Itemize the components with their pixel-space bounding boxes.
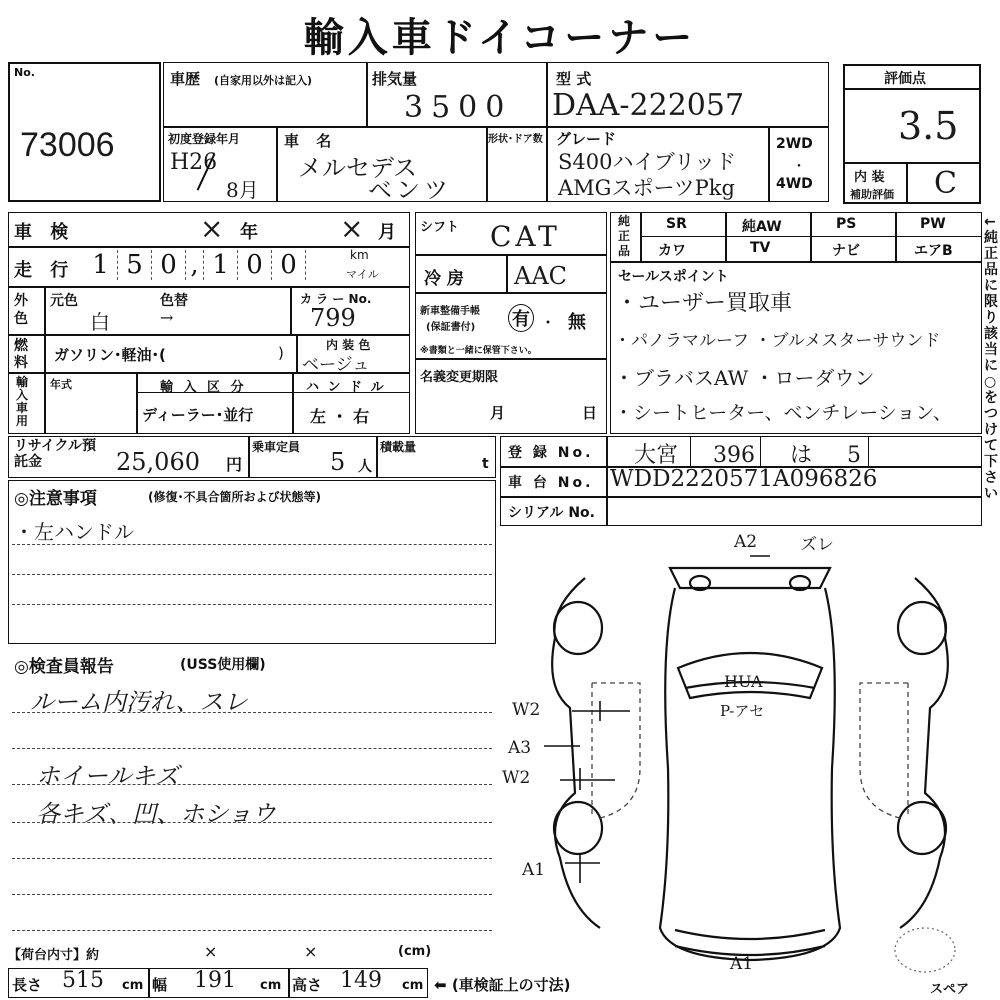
mileage-digit: 1 — [204, 250, 238, 280]
sales-point-3: ・ブラバスAW ・ローダウン — [614, 366, 875, 390]
name-change-day: 日 — [582, 404, 598, 422]
manual-note: ※書類と一緒に保管下さい。 — [420, 346, 537, 356]
sales-points-label: セールスポイント — [618, 269, 729, 285]
chassis-value: WDD2220571A096826 — [610, 466, 878, 492]
genuine-airbag: エアB — [914, 243, 953, 259]
inspection-label: 車 検 — [14, 222, 75, 243]
load-unit: t — [482, 456, 489, 472]
mileage-digit: 5 — [118, 250, 152, 280]
length-label: 長さ — [12, 976, 43, 994]
cargo-x2: × — [304, 942, 318, 961]
diagram-w2-upper: W2 — [512, 700, 541, 720]
recycle-unit: 円 — [226, 455, 243, 474]
inspection-year-mark: × — [200, 212, 224, 245]
cargo-x1: × — [204, 942, 218, 961]
import-label: 輸入車用 — [16, 375, 29, 428]
grade-line1: S400ハイブリッド — [558, 150, 737, 174]
height-label: 高さ — [292, 976, 323, 994]
diagram-zure: ズレ — [800, 535, 834, 555]
color-code-value: 799 — [310, 304, 356, 332]
interior-color-label: 内 装 色 — [326, 338, 371, 352]
drive-dot: ・ — [792, 159, 806, 175]
cargo-label: 【荷台内寸】約 — [8, 948, 100, 963]
model-label: 型 式 — [556, 70, 592, 88]
sales-point-4: ・シートヒーター、ベンチレーション、 — [614, 402, 952, 424]
diagram-glass-note: HUA — [724, 672, 763, 691]
genuine-cassette: カワ — [658, 243, 686, 259]
mileage-digit: , — [186, 250, 204, 280]
lot-value: 73006 — [20, 126, 115, 164]
sales-point-1: ・ユーザー買取車 — [616, 291, 793, 316]
chassis-label: 車 台 No. — [508, 475, 594, 491]
import-class-value: ディーラー･並行 — [142, 406, 254, 424]
interior-value: C — [934, 166, 957, 201]
page-title: 輸入車ドイコーナー — [303, 15, 697, 61]
height-value: 149 — [340, 968, 382, 993]
mileage-digit: 1 — [84, 250, 118, 280]
shape-door-label: 形状･ドア数 — [488, 134, 543, 145]
mileage-digits — [84, 250, 306, 284]
interior-sub: 補助評価 — [850, 188, 894, 201]
inspector-line-4: 各キズ、凹、ホショウ — [36, 800, 276, 828]
manual-yes: 有 — [508, 304, 534, 332]
rating-label: 評価点 — [884, 71, 926, 87]
mileage-digit: 0 — [152, 250, 186, 280]
first-reg-month: 8月 — [226, 178, 259, 202]
arrow-left-icon: ⬅ — [434, 976, 447, 994]
recycle-value: 25,060 — [116, 448, 200, 476]
car-name-label: 車 名 — [284, 132, 338, 150]
car-diagram — [500, 528, 1000, 998]
height-unit: cm — [402, 978, 424, 993]
side-note: ←純正品に限り該当に○をつけて下さい — [984, 214, 998, 502]
diagram-a1-side: A1 — [522, 860, 546, 880]
drive-2wd: 2WD — [776, 136, 813, 152]
exterior-color-label: 外色 — [14, 293, 28, 327]
diagram-w2-lower: W2 — [502, 768, 531, 788]
color-change-label: 色替 — [160, 293, 188, 309]
import-class-label: 輸 入 区 分 — [160, 380, 247, 395]
inspector-line-1: ルーム内汚れ、スレ — [30, 688, 248, 716]
rating-score: 3.5 — [898, 104, 959, 148]
diagram-a3: A3 — [508, 738, 532, 758]
displacement-label: 排気量 — [372, 70, 418, 88]
genuine-sr: SR — [666, 216, 687, 232]
width-label: 幅 — [152, 976, 168, 994]
diagram-glass-note-2: P-アセ — [720, 702, 765, 720]
notes-label: ◎注意事項 — [14, 489, 97, 509]
inspector-label: ◎検査員報告 — [14, 657, 114, 677]
manual-sep: ･ — [544, 313, 553, 332]
inspector-sub: (USS使用欄) — [180, 657, 266, 673]
car-name-line2: ベンツ — [368, 176, 452, 204]
length-unit: cm — [122, 978, 144, 993]
ac-value: AAC — [514, 262, 568, 290]
manual-sub: (保証書付) — [426, 322, 476, 333]
shift-value: CAT — [490, 220, 561, 253]
mileage-unit-km: km — [350, 248, 369, 262]
genuine-pw: PW — [920, 216, 946, 232]
recycle-label: リサイクル預託金 — [14, 438, 97, 470]
lot-number-box — [8, 62, 161, 202]
capacity-value: 5 — [330, 448, 346, 476]
sales-point-2: ・パノラマルーフ ・ブルメスターサウンド — [614, 331, 941, 351]
grade-line2: AMGスポーツPkg — [558, 176, 735, 200]
car-name-line1: メルセデス — [298, 154, 418, 182]
name-change-month: 月 — [490, 404, 506, 422]
color-arrow: → — [160, 308, 174, 327]
genuine-tv: TV — [750, 240, 771, 256]
mileage-unit-mile: マイル — [346, 268, 379, 281]
mileage-digit: 0 — [238, 250, 272, 280]
history-label: 車歴 — [170, 70, 201, 88]
width-unit: cm — [260, 978, 282, 993]
inspection-year-label: 年 — [240, 222, 258, 243]
fuel-text: ガソリン･軽油･( — [54, 346, 166, 364]
drive-4wd: 4WD — [776, 176, 813, 192]
orig-color-value: 白 — [90, 310, 110, 334]
handle-value: 左 ・ 右 — [310, 407, 370, 426]
shift-label: シフト — [420, 220, 460, 235]
genuine-navi: ナビ — [832, 243, 860, 259]
inspection-month-label: 月 — [378, 222, 396, 243]
genuine-ps: PS — [836, 216, 857, 232]
diagram-spare: スペア — [930, 982, 970, 997]
grade-label: グレード — [556, 130, 617, 148]
manual-label: 新車整備手帳 — [420, 306, 480, 317]
diagram-a1-rear: A1 — [730, 954, 754, 974]
inspection-month-mark: × — [340, 212, 364, 245]
history-note: (自家用以外は記入) — [214, 74, 313, 87]
ac-label: 冷 房 — [424, 269, 464, 289]
genuine-label: 純正品 — [618, 214, 631, 258]
capacity-label: 乗車定員 — [252, 440, 301, 454]
mileage-label: 走 行 — [14, 260, 75, 281]
genuine-aw: 純AW — [742, 219, 782, 235]
first-reg-label: 初度登録年月 — [168, 132, 241, 146]
lot-label: No. — [14, 66, 35, 79]
manual-no: 無 — [568, 312, 586, 333]
fuel-label: 燃料 — [14, 338, 28, 371]
displacement-value: 3500 — [404, 90, 513, 125]
serial-label: シリアル No. — [508, 505, 595, 521]
load-label: 積載量 — [380, 440, 417, 454]
interior-color-value: ベージュ — [302, 355, 370, 375]
notes-line-1: ・左ハンドル — [14, 520, 134, 544]
dims-note: ⬅ (車検証上の寸法) — [434, 976, 571, 994]
import-year-label: 年式 — [50, 378, 72, 391]
width-value: 191 — [194, 968, 236, 993]
mileage-digit: 0 — [272, 250, 306, 280]
model-value: DAA-222057 — [552, 88, 745, 123]
length-value: 515 — [62, 968, 104, 993]
capacity-unit: 人 — [358, 459, 372, 475]
interior-label: 内 装 — [854, 170, 885, 185]
cargo-unit: (cm) — [398, 944, 432, 959]
color-code-label: カ ラ ー No. — [300, 292, 372, 306]
name-change-label: 名義変更期限 — [420, 370, 499, 385]
first-reg-year: H26 — [170, 150, 218, 175]
diagram-a2: A2 — [734, 532, 758, 552]
registration-value: 大宮 396 は 5 — [634, 443, 861, 468]
handle-label: ハ ン ド ル — [306, 380, 386, 395]
orig-color-label: 元色 — [50, 293, 78, 309]
fuel-close: ) — [278, 344, 284, 362]
inspector-line-3: ホイールキズ — [36, 762, 180, 790]
registration-label: 登 録 No. — [508, 445, 594, 461]
notes-sub: (修復･不具合箇所および状態等) — [148, 490, 321, 504]
